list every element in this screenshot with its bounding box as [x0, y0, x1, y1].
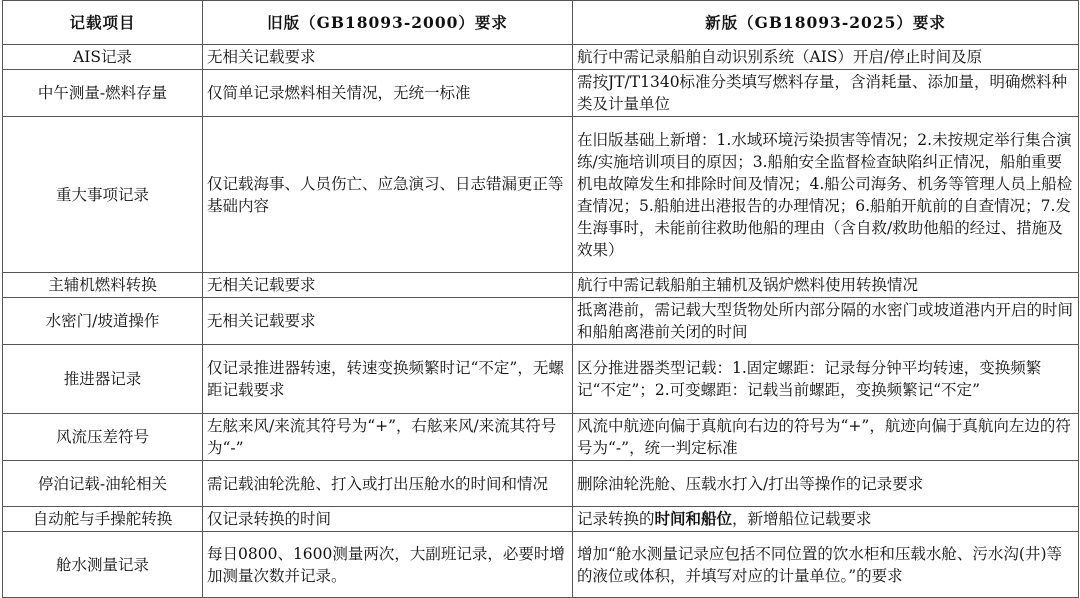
row-new-text: 记录转换的 [577, 510, 655, 528]
table-row [3, 273, 1079, 298]
row-new: 需按JT/T1340标准分类填写燃料存量，含消耗量、添加量，明确燃料种类及计量单位 [573, 70, 1079, 117]
table-row [3, 70, 1079, 117]
row-new-text: ，新增船位记载要求 [732, 510, 872, 528]
header-row [3, 1, 1079, 45]
comparison-table [2, 0, 1079, 598]
table-row [3, 532, 1079, 598]
row-item: AIS记录 [3, 45, 203, 70]
row-old: 左舷来风/来流其符号为“+”，右舷来风/来流其符号为“-” [203, 414, 573, 461]
row-new: 在旧版基础上新增：1.水域环境污染损害等情况；2.未按规定举行集合演练/实施培训项目的原因；3.船舶安全监督检查缺陷纠正情况，船舶重要机电故障发生和排除时间及情况；4.船公司海务、机务等管理人员上船检查情况；5.船舶进出港报告的办理情况；6.船舶开航前的自查情况；7.发生海事时，未能前往救助他船的理由（含自救/救助他船的经过、措施及效果） [573, 117, 1079, 273]
comparison-table-container [2, 0, 1079, 598]
row-old: 无相关记载要求 [203, 298, 573, 345]
header-new: 新版（GB18093-2025）要求 [573, 1, 1079, 45]
row-new: 增加“舱水测量记录应包括不同位置的饮水柜和压载水舱、污水沟(井)等的液位或体积，并填写对应的计量单位。”的要求 [573, 532, 1079, 598]
row-new: 删除油轮洗舱、压载水打入/打出等操作的记录要求 [573, 461, 1079, 507]
row-old: 仅记录推进器转速，转速变换频繁时记“不定”，无螺距记载要求 [203, 345, 573, 414]
table-row [3, 45, 1079, 70]
row-new: 区分推进器类型记载：1.固定螺距：记录每分钟平均转速，变换频繁记“不定”；2.可变螺距：记载当前螺距，变换频繁记“不定” [573, 345, 1079, 414]
row-old: 仅记载海事、人员伤亡、应急演习、日志错漏更正等基础内容 [203, 117, 573, 273]
header-old: 旧版（GB18093-2000）要求 [203, 1, 573, 45]
row-item: 停泊记载-油轮相关 [3, 461, 203, 507]
row-old: 无相关记载要求 [203, 273, 573, 298]
row-old: 无相关记载要求 [203, 45, 573, 70]
row-old: 仅记录转换的时间 [203, 507, 573, 532]
row-new-emphasis: 时间和船位 [654, 509, 733, 528]
table-row [3, 117, 1079, 273]
row-item: 舱水测量记录 [3, 532, 203, 598]
table-row [3, 345, 1079, 414]
row-item: 风流压差符号 [3, 414, 203, 461]
header-item: 记载项目 [3, 1, 203, 45]
row-old: 每日0800、1600测量两次，大副班记录，必要时增加测量次数并记录。 [203, 532, 573, 598]
row-new [573, 507, 1079, 532]
row-old: 仅简单记录燃料相关情况，无统一标准 [203, 70, 573, 117]
row-new: 风流中航迹向偏于真航向右边的符号为“+”，航迹向偏于真航向左边的符号为“-”，统一判定标准 [573, 414, 1079, 461]
row-item: 重大事项记录 [3, 117, 203, 273]
row-item: 水密门/坡道操作 [3, 298, 203, 345]
row-item: 推进器记录 [3, 345, 203, 414]
row-new: 航行中需记录船舶自动识别系统（AIS）开启/停止时间及原 [573, 45, 1079, 70]
row-new: 抵离港前，需记载大型货物处所内部分隔的水密门或坡道港内开启的时间和船舶离港前关闭的时间 [573, 298, 1079, 345]
row-item: 主辅机燃料转换 [3, 273, 203, 298]
row-item: 中午测量-燃料存量 [3, 70, 203, 117]
row-new: 航行中需记载船舶主辅机及锅炉燃料使用转换情况 [573, 273, 1079, 298]
table-row [3, 507, 1079, 532]
row-item: 自动舵与手操舵转换 [3, 507, 203, 532]
table-row [3, 461, 1079, 507]
table-row [3, 414, 1079, 461]
row-old: 需记载油轮洗舱、打入或打出压舱水的时间和情况 [203, 461, 573, 507]
table-row [3, 298, 1079, 345]
